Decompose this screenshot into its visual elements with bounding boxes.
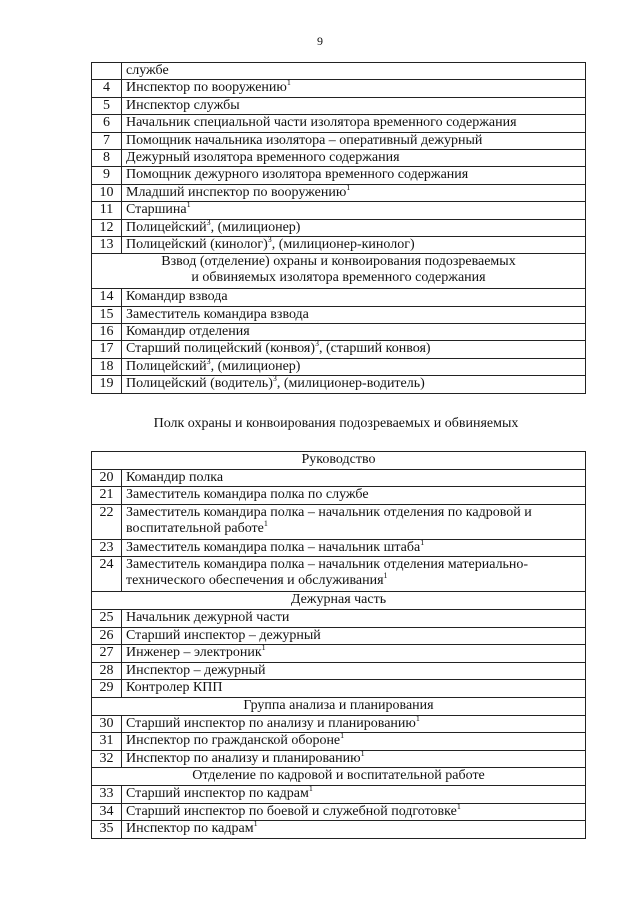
table-row: [92, 504, 586, 539]
table-row: [92, 680, 586, 698]
row-text: службе: [122, 63, 586, 80]
row-number: 12: [92, 219, 122, 236]
row-text: Заместитель командира взвода: [122, 306, 586, 323]
table-row: [92, 306, 586, 323]
row-text: Командир полка: [122, 469, 586, 487]
row-number: 28: [92, 662, 122, 680]
page-number: 9: [317, 34, 323, 48]
table-row: [92, 645, 586, 663]
row-text: Инспектор по анализу и планированию$^1$: [122, 750, 586, 768]
row-number: 35: [92, 821, 122, 839]
row-number: 34: [92, 803, 122, 821]
row-number: 7: [92, 132, 122, 149]
row-text: Заместитель командира полка – начальник отделения материально- технического обеспечения и обслуживания$^1$: [122, 557, 586, 592]
row-number: 26: [92, 627, 122, 645]
table-row: [92, 97, 586, 114]
regiment-heading: Полк охраны и конвоирования подозреваемых и обвиняемых: [153, 416, 519, 431]
row-number: 33: [92, 785, 122, 803]
row-number: 18: [92, 358, 122, 375]
row-number: 16: [92, 324, 122, 341]
table-row: [92, 539, 586, 557]
row-text: Младший инспектор по вооружению$^1$: [122, 184, 586, 201]
row-number: 23: [92, 539, 122, 557]
table-row: [92, 609, 586, 627]
table-row: [92, 132, 586, 149]
table-row: [92, 557, 586, 592]
row-number: 19: [92, 376, 122, 393]
row-text: Заместитель командира полка – начальник отделения по кадровой и воспитательной работе$^1$: [122, 504, 586, 539]
table-row: [92, 821, 586, 839]
row-text: Полицейский (водитель)$^3$, (милиционер-водитель): [122, 376, 586, 393]
table-row: [92, 149, 586, 166]
row-text: Контролер КПП: [122, 680, 586, 698]
row-number: 30: [92, 715, 122, 733]
row-number: 8: [92, 149, 122, 166]
row-text: Старший инспектор по анализу и планированию$^1$: [122, 715, 586, 733]
row-text: Инспектор по вооружению$^1$: [122, 80, 586, 97]
row-number: 21: [92, 487, 122, 505]
row-text: Инспектор – дежурный: [122, 662, 586, 680]
row-number: 25: [92, 609, 122, 627]
table-row: [92, 733, 586, 751]
row-number: 14: [92, 289, 122, 306]
row-number: 5: [92, 97, 122, 114]
row-number: 9: [92, 167, 122, 184]
table-row: [92, 219, 586, 236]
row-text: Инспектор по кадрам$^1$: [122, 821, 586, 839]
table-row: [92, 63, 586, 80]
table-row: [92, 184, 586, 201]
row-number: 17: [92, 341, 122, 358]
table-row: [92, 341, 586, 358]
row-text: Полицейский$^3$, (милиционер): [122, 219, 586, 236]
row-text: Помощник дежурного изолятора временного содержания: [122, 167, 586, 184]
table-row: [92, 324, 586, 341]
row-text: Полицейский (кинолог)$^3$, (милиционер-кинолог): [122, 236, 586, 253]
row-text: Заместитель командира полка по службе: [122, 487, 586, 505]
row-number: 22: [92, 504, 122, 539]
row-number: 32: [92, 750, 122, 768]
table-row: [92, 167, 586, 184]
table-row: [92, 115, 586, 132]
section-title: Дежурная часть: [92, 592, 586, 610]
row-text: Инспектор по гражданской обороне$^1$: [122, 733, 586, 751]
row-number: 11: [92, 202, 122, 219]
row-number: 6: [92, 115, 122, 132]
row-text: Старший полицейский (конвоя)$^3$, (старший конвоя): [122, 341, 586, 358]
table-row: [92, 750, 586, 768]
table-row: [92, 785, 586, 803]
row-number: 24: [92, 557, 122, 592]
row-text: Начальник дежурной части: [122, 609, 586, 627]
section-title: Взвод (отделение) охраны и конвоирования подозреваемых и обвиняемых изолятора временного содержания: [92, 254, 586, 289]
row-text: Старший инспектор – дежурный: [122, 627, 586, 645]
table-row: [92, 80, 586, 97]
table-row: [92, 662, 586, 680]
table-row: [92, 715, 586, 733]
row-text: Старшина$^1$: [122, 202, 586, 219]
table-row: [92, 202, 586, 219]
staff-table-regiment: [91, 451, 586, 839]
table-row: [92, 487, 586, 505]
table-row: [92, 469, 586, 487]
table-row: [92, 289, 586, 306]
row-text: Командир взвода: [122, 289, 586, 306]
row-number: 10: [92, 184, 122, 201]
row-text: Полицейский$^3$, (милиционер): [122, 358, 586, 375]
row-number: 29: [92, 680, 122, 698]
section-title: Отделение по кадровой и воспитательной работе: [92, 768, 586, 786]
row-number: [92, 63, 122, 80]
row-number: 15: [92, 306, 122, 323]
table-row: [92, 376, 586, 393]
table-row: [92, 627, 586, 645]
row-number: 4: [92, 80, 122, 97]
row-text: Командир отделения: [122, 324, 586, 341]
row-number: 13: [92, 236, 122, 253]
row-text: Начальник специальной части изолятора временного содержания: [122, 115, 586, 132]
row-number: 27: [92, 645, 122, 663]
row-text: Старший инспектор по боевой и служебной подготовке$^1$: [122, 803, 586, 821]
table-row: [92, 358, 586, 375]
row-text: Помощник начальника изолятора – оперативный дежурный: [122, 132, 586, 149]
row-text: Заместитель командира полка – начальник штаба$^1$: [122, 539, 586, 557]
row-text: Старший инспектор по кадрам$^1$: [122, 785, 586, 803]
table-row: [92, 803, 586, 821]
row-text: Инспектор службы: [122, 97, 586, 114]
row-number: 20: [92, 469, 122, 487]
table-row: [92, 236, 586, 253]
row-text: Инженер – электроник$^1$: [122, 645, 586, 663]
row-number: 31: [92, 733, 122, 751]
section-title: Группа анализа и планирования: [92, 697, 586, 715]
row-text: Дежурный изолятора временного содержания: [122, 149, 586, 166]
section-title: Руководство: [92, 452, 586, 470]
staff-table-isolator: [91, 62, 586, 394]
